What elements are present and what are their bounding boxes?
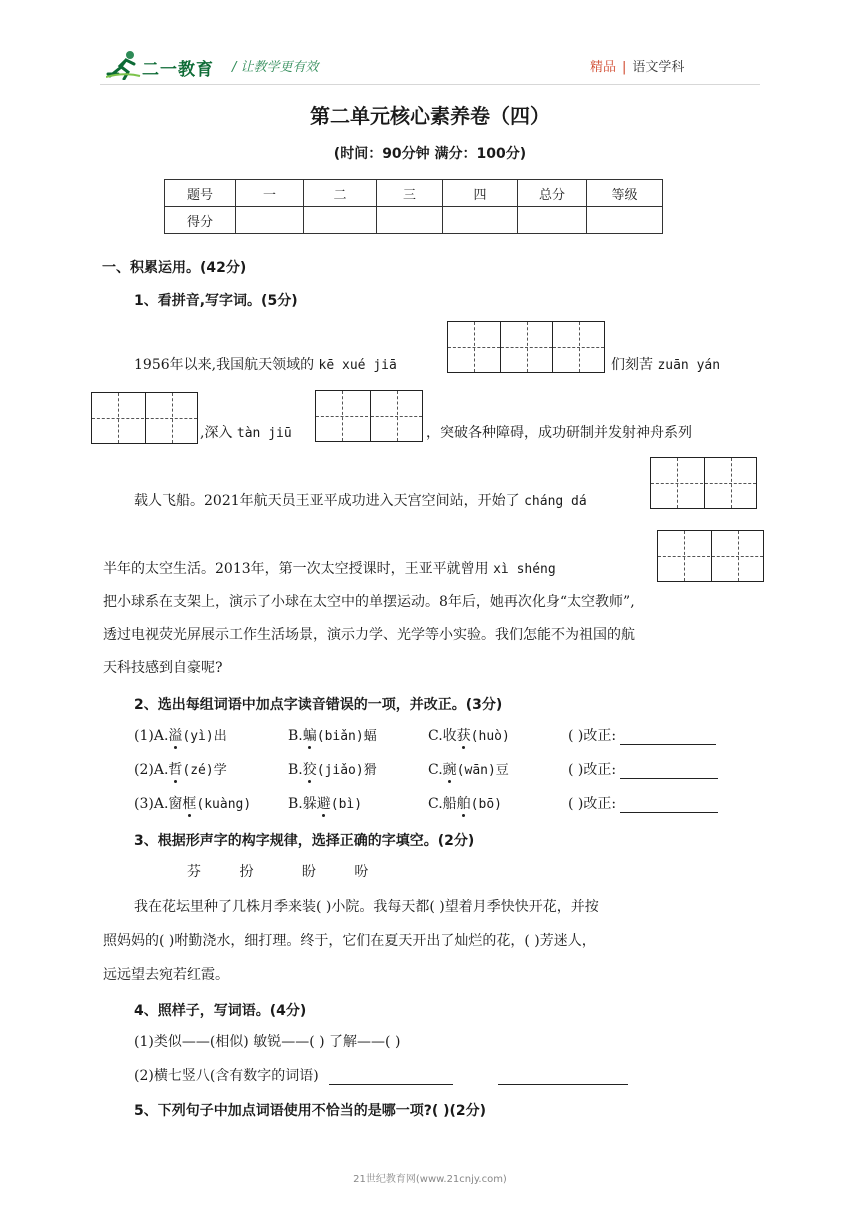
score-cell[interactable]	[236, 207, 304, 234]
score-cell[interactable]	[377, 207, 443, 234]
passage-line	[200, 424, 292, 443]
score-header: 等级	[587, 180, 663, 207]
character-grid[interactable]	[447, 321, 605, 373]
character-grid[interactable]	[650, 457, 757, 509]
answer-blank[interactable]	[498, 1070, 628, 1085]
question-title: 4、照样子，写词语。(4分)	[134, 1003, 307, 1019]
footer-source: 21世纪教育网(www.21cnjy.com)	[353, 1174, 507, 1185]
score-table-row	[165, 207, 663, 234]
question-title: 5、下列句子中加点词语使用不恰当的是哪一项?( )(2分)	[134, 1103, 487, 1119]
word-bank-char: 吩	[354, 864, 369, 880]
score-header: 总分	[518, 180, 587, 207]
logo-text: 二一教育	[142, 60, 214, 80]
answer-slot[interactable]: ( )改正:	[568, 761, 718, 779]
passage-line	[134, 356, 397, 375]
pinyin: tàn jiū	[236, 426, 292, 441]
score-header: 二	[304, 180, 377, 207]
choice-a: (3)A.窗框(kuàng)	[134, 796, 252, 812]
choice-a: (1)A.溢(yì)出	[134, 728, 227, 744]
exam-info: (时间：90分钟 满分：100分)	[333, 146, 527, 162]
passage-line	[103, 560, 556, 579]
exercise-text: (2)横七竖八(含有数字的词语)	[134, 1068, 319, 1084]
passage-text: 把小球系在支架上，演示了小球在太空中的单摆运动。8年后，她再次化身“太空教师”,	[103, 594, 635, 610]
character-grid[interactable]	[657, 530, 764, 582]
slogan: / 让教学更有效	[232, 60, 319, 75]
passage-text: 远远望去宛若红霞。	[103, 967, 229, 983]
word-bank-char: 芬	[187, 864, 201, 880]
score-cell[interactable]	[443, 207, 518, 234]
score-header: 一	[236, 180, 304, 207]
character-grid[interactable]	[91, 392, 198, 444]
score-cell[interactable]	[304, 207, 377, 234]
score-table-header-row	[165, 180, 663, 207]
passage-text: 1956年以来,我国航天领域的	[134, 357, 315, 373]
choice-b: B.蝙(biǎn)蝠	[288, 728, 377, 744]
question-title: 2、选出每组词语中加点字读音错误的一项，并改正。(3分)	[134, 697, 503, 713]
badge: 精品	[590, 60, 617, 75]
score-cell[interactable]	[518, 207, 587, 234]
correction-blank[interactable]	[620, 730, 716, 745]
passage-text: 透过电视荧光屏展示工作生活场景，演示力学、光学等小实验。我们怎能不为祖国的航	[103, 627, 635, 643]
passage-text: 天科技感到自豪呢?	[103, 660, 223, 676]
answer-blank[interactable]	[329, 1070, 453, 1085]
passage-text: ,深入	[200, 425, 233, 441]
pinyin: cháng dá	[524, 494, 587, 509]
score-header: 三	[377, 180, 443, 207]
question-title: 1、看拼音,写字词。(5分)	[134, 293, 298, 309]
answer-slot[interactable]: ( )改正:	[568, 727, 716, 745]
page-title: 第二单元核心素养卷（四）	[310, 104, 550, 128]
pinyin: zuān yán	[657, 358, 721, 373]
correction-blank[interactable]	[620, 798, 718, 813]
choice-c: C.船舶(bō)	[428, 796, 502, 812]
passage-text: 半年的太空生活。2013年，第一次太空授课时，王亚平就曾用	[103, 561, 489, 577]
correction-blank[interactable]	[620, 764, 718, 779]
score-header: 四	[443, 180, 518, 207]
passage-text: 载人飞船。2021年航天员王亚平成功进入天宫空间站，开始了	[134, 493, 520, 509]
exercise-line: (1)类似——(相似) 敏锐——( ) 了解——( )	[134, 1034, 401, 1050]
score-header: 题号	[165, 180, 236, 207]
passage-text: ，突破各种障碍，成功研制并发射神舟系列	[426, 425, 692, 441]
passage-text: 们刻苦	[611, 357, 653, 373]
question-title: 3、根据形声字的构字规律，选择正确的字填空。(2分)	[134, 833, 475, 849]
passage-line	[134, 492, 587, 511]
subject: 语文学科	[632, 60, 685, 75]
pinyin: kē xué jiā	[318, 358, 397, 373]
word-bank-char: 扮	[239, 864, 254, 880]
answer-slot[interactable]: ( )改正:	[568, 795, 718, 813]
score-cell[interactable]	[587, 207, 663, 234]
header-divider	[100, 84, 760, 85]
pinyin: xì shéng	[493, 562, 556, 577]
choice-c: C.收获(huò)	[428, 728, 510, 744]
passage-text: 我在花坛里种了几株月季来装( )小院。我每天都( )望着月季快快开花，并按	[134, 899, 599, 915]
passage-text: 照妈妈的( )咐勤浇水，细打理。终于，它们在夏天开出了灿烂的花，( )芳迷人，	[103, 933, 596, 949]
character-grid[interactable]	[315, 390, 423, 442]
section-heading: 一、积累运用。(42分)	[102, 260, 247, 276]
score-row-label: 得分	[165, 207, 236, 234]
brand-label: 精品 | 语文学科	[590, 60, 685, 75]
choice-b: B.狡(jiǎo)猾	[288, 762, 377, 778]
runner-icon	[106, 50, 142, 80]
word-bank-char: 盼	[301, 864, 316, 880]
exercise-line	[134, 1067, 628, 1085]
passage-line	[611, 356, 720, 375]
score-table	[164, 179, 663, 234]
choice-b: B.躲避(bì)	[288, 796, 363, 812]
word-bank	[187, 863, 368, 881]
choice-c: C.豌(wān)豆	[428, 762, 509, 778]
choice-a: (2)A.哲(zé)学	[134, 762, 227, 778]
